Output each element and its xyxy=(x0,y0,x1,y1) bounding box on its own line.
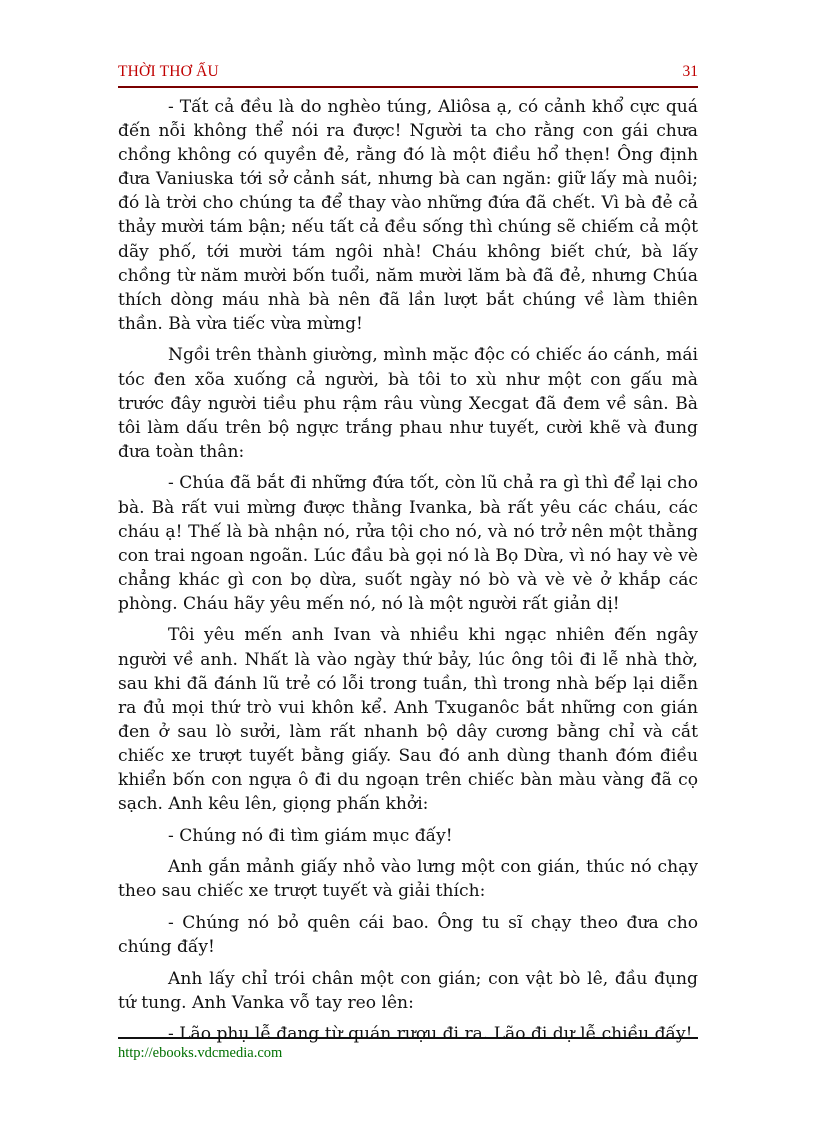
paragraph: Anh lấy chỉ trói chân một con gián; con vật bò lê, đầu đụng tứ tung. Anh Vanka vỗ tay reo lên: xyxy=(118,968,698,1013)
footer-url-link[interactable]: http://ebooks.vdcmedia.com xyxy=(118,1045,283,1061)
page-header xyxy=(118,60,698,88)
paragraph: - Chúng nó đi tìm giám mục đấy! xyxy=(168,825,453,846)
paragraph: Anh gắn mảnh giấy nhỏ vào lưng một con gián, thúc nó chạy theo sau chiếc xe trượt tuyết và giải thích: xyxy=(118,857,698,902)
page-number: 31 xyxy=(682,63,698,80)
paragraph: - Chúa đã bắt đi những đứa tốt, còn lũ chả ra gì thì để lại cho bà. Bà rất vui mừng được thằng Ivanka, bà rất yêu các cháu, các cháu ạ! Thế là bà nhận nó, rửa tội cho nó, và nó trở nên một thằng con trai ngoan ngoãn. Lúc đầu bà gọi nó là Bọ Dừa, vì nó hay vè vè chẳng khác gì con bọ dừa, suốt ngày nó bò và vè vè ở khắp các phòng. Cháu hãy yêu mến nó, nó là một người rất giản dị! xyxy=(118,473,699,614)
footer-divider xyxy=(118,1037,698,1039)
paragraph: Tôi yêu mến anh Ivan và nhiều khi ngạc nhiên đến ngây người về anh. Nhất là vào ngày thứ bảy, lúc ông tôi đi lễ nhà thờ, sau khi đã đánh lũ trẻ có lỗi trong tuần, thì trong nhà bếp lại diễn ra đủ mọi thứ trò vui khôn kể. Anh Txuganôc bắt những con gián đen ở sau lò sưởi, làm rất nhanh bộ dây cương bằng chỉ và cắt chiếc xe trượt tuyết bằng giấy. Sau đó anh dùng thanh đóm điều khiển bốn con ngựa ô đi du ngoạn trên chiếc bàn màu vàng đã cọ sạch. Anh kêu lên, giọng phấn khởi: xyxy=(118,625,698,815)
paragraph: Ngồi trên thành giường, mình mặc độc có chiếc áo cánh, mái tóc đen xõa xuống cả người, bà tôi to xù như một con gấu mà trước đây người tiều phu rậm râu vùng Xecgat đã đem về sân. Bà tôi làm dấu trên bộ ngực trắng phau như tuyết, cười khẽ và đung đưa toàn thân: xyxy=(118,345,698,462)
paragraph: - Chúng nó bỏ quên cái bao. Ông tu sĩ chạy theo đưa cho chúng đấy! xyxy=(118,913,698,958)
book-title: THỜI THƠ ẤU xyxy=(118,63,219,80)
paragraph: - Tất cả đều là do nghèo túng, Aliôsa ạ, có cảnh khổ cực quá đến nỗi không thể nói ra được! Người ta cho rằng con gái chưa chồng không có quyền đẻ, rằng đó là một điều hổ thẹn! Ông định đưa Vaniuska tới sở cảnh sát, nhưng bà can ngăn: giữ lấy mà nuôi; đó là trời cho chúng ta để thay vào những đứa đã chết. Vì bà đẻ cả thảy mười tám bận; nếu tất cả đều sống thì chúng sẽ chiếm cả một dãy phố, tới mười tám ngôi nhà! Cháu không biết chứ, bà lấy chồng từ năm mười bốn tuổi, năm mười lăm bà đã đẻ, nhưng Chúa thích dòng máu nhà bà nên đã lần lượt bắt chúng về làm thiên thần. Bà vừa tiếc vừa mừng! xyxy=(118,97,698,334)
paragraph: - Lão phụ lễ đang từ quán rượu đi ra. Lão đi dự lễ chiều đấy! xyxy=(168,1024,693,1045)
chapter-body xyxy=(118,95,698,1054)
